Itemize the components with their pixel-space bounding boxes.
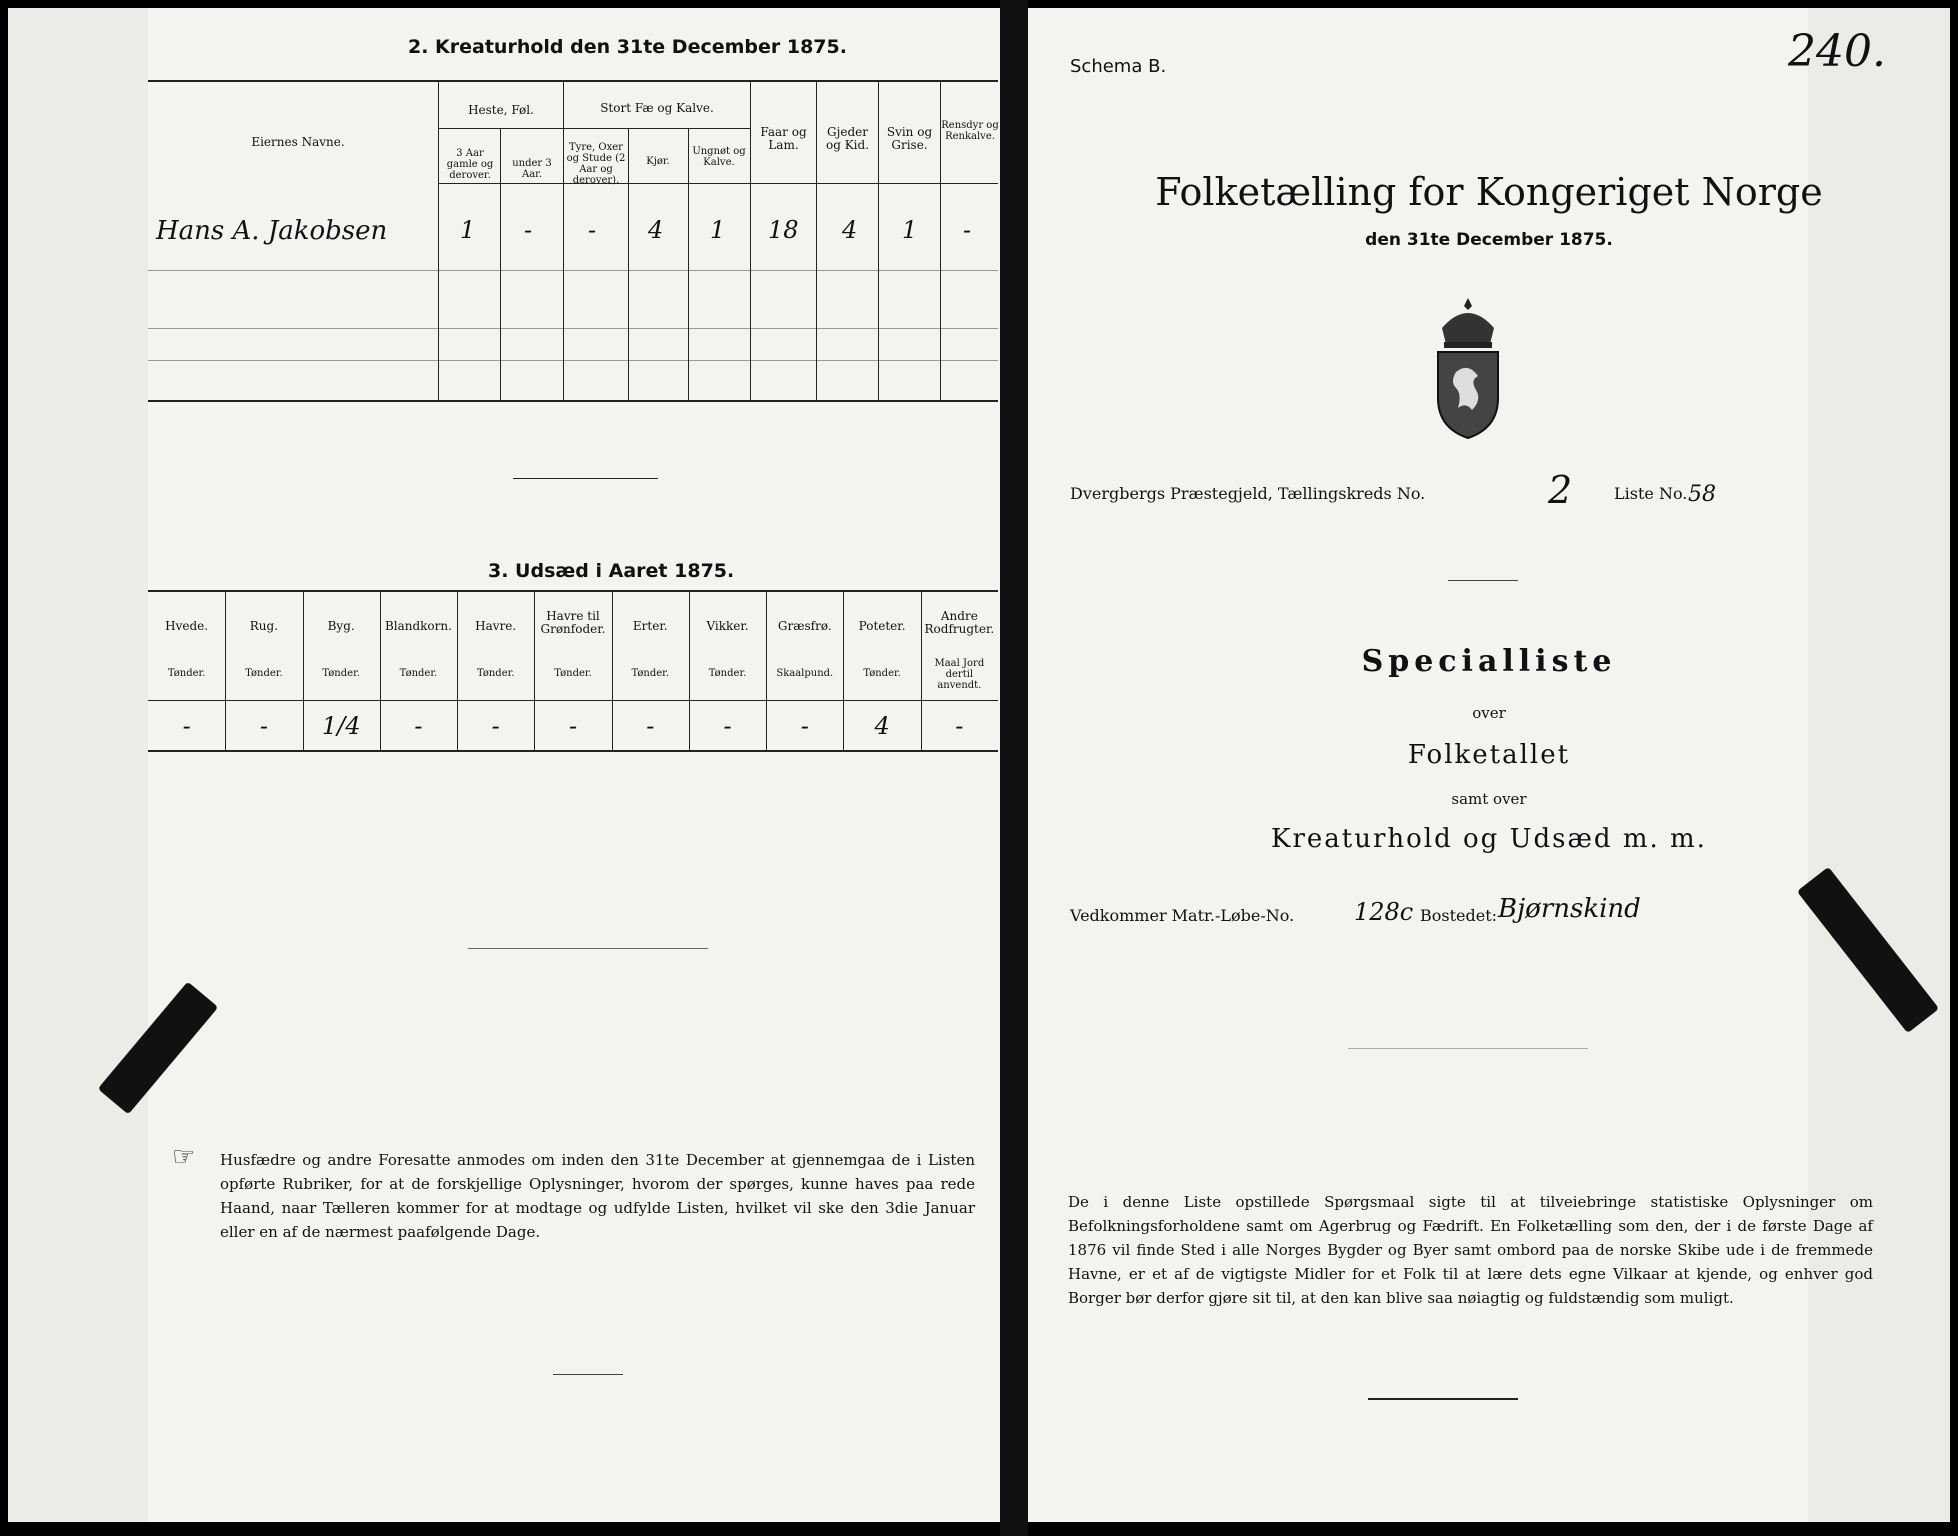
cell-value: 18 <box>768 216 799 244</box>
udsaed-col-unit: Tønder. <box>708 668 747 679</box>
udsaed-col-header: Havre til Grønfoder. <box>540 609 606 636</box>
pointing-hand-icon: ☞ <box>172 1142 196 1172</box>
col-heste-3: 3 Aar gamle og derover. <box>446 148 494 181</box>
col-divider <box>816 82 817 400</box>
udsaed-col-unit: Tønder. <box>245 668 283 679</box>
table-rule <box>148 700 998 701</box>
census-date: den 31te December 1875. <box>1365 230 1613 250</box>
cell-value: 4 <box>842 216 858 244</box>
col-divider <box>628 128 629 400</box>
separator-line <box>1348 1048 1588 1049</box>
book-spine <box>1000 0 1028 1536</box>
udsaed-col-header: Havre. <box>475 619 517 633</box>
table-rule <box>148 270 998 271</box>
schema-label: Schema B. <box>1070 56 1167 77</box>
table-rule <box>563 128 750 129</box>
udsaed-col-header: Vikker. <box>706 619 749 633</box>
udsaed-col-unit: Tønder. <box>399 668 438 679</box>
table-rule <box>438 183 998 184</box>
matr-number: 128c <box>1354 898 1414 926</box>
udsaed-cell-value: - <box>646 712 655 740</box>
table-rule <box>148 360 998 361</box>
cell-value: 1 <box>460 216 476 244</box>
udsaed-col-header: Græsfrø. <box>777 619 832 633</box>
right-page <box>1028 8 1950 1522</box>
bosted-label: Bostedet: <box>1420 906 1498 925</box>
col-svin: Svin og Grise. <box>886 125 933 152</box>
page-number: 240. <box>1788 26 1886 77</box>
separator-line <box>1448 580 1518 581</box>
kreds-number: 2 <box>1548 468 1573 512</box>
liste-label: Liste No. <box>1614 484 1688 503</box>
udsaed-cell-value: - <box>568 712 578 740</box>
udsaed-col-header: Andre Rodfrugter. <box>924 609 995 636</box>
udsaed-cell-value: - <box>259 712 268 740</box>
udsaed-cell-value: - <box>955 712 964 740</box>
udsaed-col-header: Byg. <box>327 619 355 633</box>
col-owner-header: Eiernes Navne. <box>251 135 345 149</box>
udsaed-col-unit: Maal Jord dertil anvendt. <box>934 658 985 691</box>
cell-value: 4 <box>648 216 664 244</box>
col-divider <box>438 82 439 400</box>
udsaed-title: 3. Udsæd i Aaret 1875. <box>488 560 735 582</box>
table-rule <box>148 328 998 329</box>
table-rule <box>148 750 998 752</box>
table-rule <box>148 400 998 402</box>
bosted-value: Bjørnskind <box>1498 894 1641 924</box>
liste-number: 58 <box>1688 482 1716 507</box>
over-text: over <box>1472 704 1506 722</box>
udsaed-col-header: Rug. <box>249 619 279 633</box>
main-title: Folketælling for Kongeriget Norge <box>1155 170 1823 214</box>
col-kjor: Kjør. <box>646 156 670 167</box>
udsaed-cell-value: 1/4 <box>321 712 361 740</box>
col-stort-group: Stort Fæ og Kalve. <box>600 101 714 115</box>
udsaed-col-header: Erter. <box>632 619 668 633</box>
col-heste-under: under 3 Aar. <box>512 158 552 180</box>
udsaed-cell-value: - <box>182 712 191 740</box>
cell-value: - <box>963 216 972 244</box>
samt-over-text: samt over <box>1451 790 1527 808</box>
udsaed-cell-value: - <box>414 712 423 740</box>
udsaed-col-header: Hvede. <box>165 619 209 633</box>
separator-line <box>468 948 708 949</box>
col-faar: Faar og Lam. <box>760 125 807 152</box>
cell-value: - <box>588 216 597 244</box>
udsaed-cell-value: - <box>723 712 732 740</box>
left-page <box>8 8 1000 1522</box>
table-rule <box>148 80 998 82</box>
udsaed-col-unit: Tønder. <box>476 668 515 679</box>
udsaed-cell-value: - <box>800 712 809 740</box>
notice-left: Husfædre og andre Foresatte anmodes om inden den 31te December at gjennemgaa de i Listen opførte Rubriker, for at de forskjellige Oplysninger, hvorom der spørges, kunne haves paa rede Haand, naar Tælleren kommer for at modtage og udfylde Listen, hvilket vil ske den 3die Januar eller en af de nærmest paafølgende Dage. <box>220 1151 975 1241</box>
separator-line <box>553 1374 623 1375</box>
bleed-through-column <box>8 8 148 1522</box>
col-divider <box>688 128 689 400</box>
specialliste-title: Specialliste <box>1361 644 1617 679</box>
udsaed-col-unit: Tønder. <box>554 668 592 679</box>
owner-name: Hans A. Jakobsen <box>156 216 388 246</box>
folketallet-text: Folketallet <box>1407 740 1571 770</box>
col-tyre: Tyre, Oxer og Stude (2 Aar og derover). <box>566 142 626 186</box>
col-gjeder: Gjeder og Kid. <box>825 125 870 152</box>
udsaed-cell-value: - <box>491 712 500 740</box>
udsaed-col-unit: Tønder. <box>863 668 901 679</box>
separator-line <box>1368 1398 1518 1400</box>
col-rensdyr: Rensdyr og Renkalve. <box>941 120 999 142</box>
col-divider <box>750 82 751 400</box>
col-heste-group: Heste, Føl. <box>468 103 534 117</box>
udsaed-col-header: Poteter. <box>858 619 906 633</box>
notice-right: De i denne Liste opstillede Spørgsmaal sigte til at tilveiebringe statistiske Oplysninger om Befolkningsforholdene samt om Agerbrug og Fædrift. En Folketælling som den, der i de første Dage af 1876 vil finde Sted i alle Norges Bygder og Byer samt ombord paa de norske Skibe ude i de fremmede Havne, er et af de vigtigste Midler for et Folk til at lære dets egne Vilkaar at kjende, og enhver god Borger bør derfor gjøre sit til, at den kan blive saa nøiagtig og fuldstændig som muligt. <box>1068 1193 1873 1307</box>
prestegjeld-label: Dvergbergs Præstegjeld, Tællingskreds No. <box>1070 484 1426 503</box>
cell-value: 1 <box>902 216 918 244</box>
table-rule <box>438 128 563 129</box>
coat-of-arms-icon <box>1428 294 1508 444</box>
col-ungnot: Ungnøt og Kalve. <box>692 146 746 168</box>
udsaed-col-unit: Skaalpund. <box>776 668 834 679</box>
udsaed-col-unit: Tønder. <box>322 668 360 679</box>
kreaturhold-line: Kreaturhold og Udsæd m. m. <box>1271 824 1707 854</box>
col-divider <box>878 82 879 400</box>
cell-value: - <box>524 216 533 244</box>
udsaed-cell-value: 4 <box>874 712 890 740</box>
cell-value: 1 <box>710 216 726 244</box>
separator-line <box>513 478 658 479</box>
udsaed-col-header: Blandkorn. <box>384 619 452 633</box>
udsaed-col-unit: Tønder. <box>631 668 670 679</box>
col-divider <box>563 82 564 400</box>
udsaed-col-unit: Tønder. <box>167 668 206 679</box>
matr-label: Vedkommer Matr.-Løbe-No. <box>1070 906 1295 925</box>
kreaturhold-title: 2. Kreaturhold den 31te December 1875. <box>408 36 847 58</box>
table-rule <box>148 590 998 592</box>
col-divider <box>500 128 501 400</box>
